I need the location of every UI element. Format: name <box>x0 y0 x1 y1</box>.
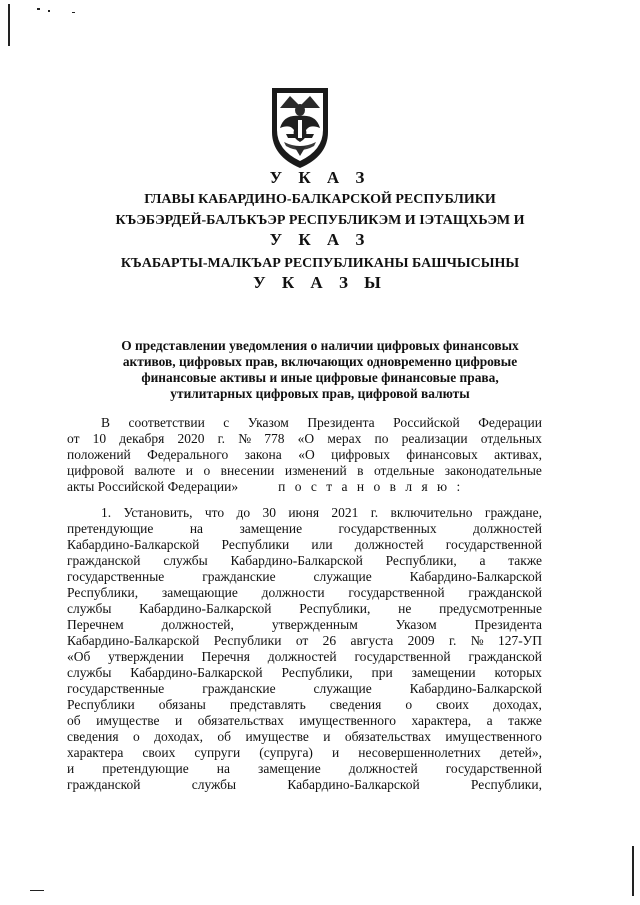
word: по <box>374 431 389 446</box>
word: предусмотренные <box>439 601 542 616</box>
word: имуществе <box>245 729 309 744</box>
decree-title-kab: У К А З <box>269 230 371 249</box>
word: августа <box>350 633 394 648</box>
word: финансовых <box>406 447 478 462</box>
word: отдельных <box>480 431 542 446</box>
word: 1. <box>101 505 112 520</box>
word: об <box>67 713 81 728</box>
word: г. <box>217 431 226 446</box>
word: о <box>405 697 413 712</box>
word: 10 <box>92 431 107 446</box>
word: Кабардино-Балкарской <box>139 601 272 616</box>
word: Кабардино-Балкарской <box>67 633 200 648</box>
word: Республики, <box>385 553 457 568</box>
word: а <box>479 553 486 568</box>
word: в <box>357 463 364 478</box>
word: Республики, <box>299 601 371 616</box>
word: цифровой <box>67 463 124 478</box>
word: Президента <box>307 415 375 430</box>
word: 127-УП <box>497 633 542 648</box>
text-line <box>67 601 542 617</box>
word: 2020 <box>177 431 205 446</box>
word: Указом <box>395 617 437 632</box>
word: государственные <box>67 569 165 584</box>
word: должностей <box>473 521 542 536</box>
word: службы <box>191 777 237 792</box>
word: имущественного <box>299 713 396 728</box>
word: что <box>204 505 225 520</box>
decree-subtitle-bal: КЪАБАРТЫ-МАЛКЪАР РЕСПУБЛИКАНЫ БАШЧЫСЫНЫ <box>120 256 520 271</box>
subject-line: финансовые активы и иные цифровые финансовые права, <box>141 370 499 385</box>
word: закона <box>244 447 282 462</box>
word: утверждении <box>108 649 184 664</box>
text-line <box>67 713 542 729</box>
word: супруги <box>194 745 241 760</box>
text-line <box>67 681 542 697</box>
word: должностей <box>348 761 418 776</box>
word: государственной <box>348 585 445 600</box>
word: замещающие <box>161 585 238 600</box>
word: государственные <box>67 681 165 696</box>
subject-line: активов, цифровых прав, включающих одновременно цифровые <box>122 354 518 369</box>
word: Республики <box>67 697 135 712</box>
word: замещение <box>258 761 321 776</box>
word: № <box>470 633 484 648</box>
text-line <box>67 415 542 431</box>
word: несовершеннолетних <box>358 745 481 760</box>
text-line <box>67 505 542 521</box>
word: службы <box>67 601 112 616</box>
resolution-word: п о с т а н о в л я ю : <box>278 479 464 494</box>
word: замещение <box>239 521 303 536</box>
word: об <box>217 729 232 744</box>
text-line <box>67 665 542 681</box>
word: доходах, <box>154 729 204 744</box>
text-line <box>67 479 542 495</box>
text-line <box>67 633 542 649</box>
word: и <box>185 463 193 478</box>
word: Установить, <box>123 505 193 520</box>
word: Кабардино-Балкарской <box>67 537 200 552</box>
word: цифровых <box>331 447 390 462</box>
word: изменений <box>284 463 347 478</box>
word: с <box>223 415 230 430</box>
word: и <box>175 713 183 728</box>
scan-mark-right <box>632 846 634 896</box>
word: на <box>189 521 204 536</box>
word: детей», <box>499 745 542 760</box>
word: Республики, <box>281 665 353 680</box>
text-line <box>67 649 542 665</box>
word: гражданской <box>468 585 542 600</box>
word: Федерального <box>147 447 229 462</box>
word: о <box>133 729 140 744</box>
text-line <box>67 431 542 447</box>
word: валюте <box>134 463 176 478</box>
word: обязательствах <box>197 713 284 728</box>
word: Кабардино-Балкарской <box>409 681 542 696</box>
word: при <box>371 665 393 680</box>
word: от <box>295 633 309 648</box>
word: сведения <box>329 697 382 712</box>
word: 2009 <box>407 633 435 648</box>
text-line <box>67 569 542 585</box>
word: «О <box>298 447 315 462</box>
word: от <box>67 431 80 446</box>
word: соответствии <box>128 415 205 430</box>
word: утвержденным <box>271 617 358 632</box>
word: положений <box>67 447 131 462</box>
word: государственных <box>338 521 437 536</box>
word: должности <box>261 585 325 600</box>
word: июня <box>288 505 320 520</box>
word: гражданской <box>67 777 141 792</box>
text-line <box>67 537 542 553</box>
word: претендующие <box>67 521 154 536</box>
text-line <box>67 697 542 713</box>
word: 778 <box>264 431 285 446</box>
word: Кабардино-Балкарской <box>409 569 542 584</box>
text-line <box>67 463 542 479</box>
word: служащие <box>313 569 372 584</box>
word: Республики <box>221 537 290 552</box>
word: 26 <box>322 633 337 648</box>
text-line <box>67 777 542 793</box>
word: «О <box>297 431 315 446</box>
decree-subtitle-kab: КЪЭБЭРДЕЙ-БАЛЪКЪЭР РЕСПУБЛИКЭМ И ІЭТАЩХЬЭМ И <box>115 213 525 228</box>
word: № <box>238 431 252 446</box>
scan-mark-left <box>8 4 10 46</box>
word: должностей <box>267 649 337 664</box>
word: государственной <box>445 537 542 552</box>
word: активах, <box>494 447 542 462</box>
word: характера <box>67 745 124 760</box>
word: службы <box>67 665 112 680</box>
word: 30 <box>262 505 276 520</box>
word: не <box>398 601 412 616</box>
word: включительно <box>390 505 473 520</box>
word: претендующие <box>102 761 189 776</box>
word: мерах <box>327 431 362 446</box>
word: своих <box>142 745 176 760</box>
word: Кабардино-Балкарской <box>287 777 420 792</box>
clause-1-paragraph <box>67 505 542 793</box>
word: законодательные <box>444 463 542 478</box>
word: г. <box>448 633 457 648</box>
word: гражданской <box>67 553 141 568</box>
text-line <box>67 521 542 537</box>
word: г. <box>370 505 379 520</box>
word: доходах, <box>493 697 542 712</box>
word: о <box>203 463 211 478</box>
word: службы <box>163 553 208 568</box>
decree-title-bal: У К А З Ы <box>253 273 387 292</box>
scan-mark-bottom <box>30 890 44 891</box>
word: характера, <box>411 713 472 728</box>
word: представлять <box>229 697 306 712</box>
word: Президента <box>474 617 542 632</box>
word: Перечнем <box>67 617 124 632</box>
decree-subtitle-ru: ГЛАВЫ КАБАРДИНО-БАЛКАРСКОЙ РЕСПУБЛИКИ <box>144 192 496 207</box>
word: имуществе <box>96 713 160 728</box>
word: отдельные <box>373 463 435 478</box>
word: до <box>236 505 251 520</box>
text-line <box>67 617 542 633</box>
subject-line: утилитарных цифровых прав, цифровой валюты <box>170 386 470 401</box>
word: внесении <box>220 463 275 478</box>
word: гражданские <box>202 681 276 696</box>
word: замещении <box>411 665 476 680</box>
word: Республики, <box>470 777 542 792</box>
text-line <box>67 761 542 777</box>
word: обязательствах <box>344 729 431 744</box>
text-line <box>67 729 542 745</box>
word: также <box>508 553 542 568</box>
word: Кабардино-Балкарской <box>130 665 263 680</box>
text-fragment: акты Российской Федерации» <box>67 479 239 494</box>
word: «Об <box>67 649 91 664</box>
decree-title: У К А З <box>269 168 371 187</box>
preamble-paragraph <box>67 415 542 495</box>
word: и <box>323 729 331 744</box>
word: которых <box>494 665 542 680</box>
word: служащие <box>313 681 372 696</box>
subject-line: О представлении уведомления о наличии цифровых финансовых <box>121 338 519 353</box>
word: Федерации <box>478 415 542 430</box>
word: Указом <box>247 415 289 430</box>
word: Перечня <box>201 649 250 664</box>
word: имущественного <box>445 729 542 744</box>
word: гражданские <box>202 569 276 584</box>
word: обязаны <box>158 697 206 712</box>
text-line <box>67 745 542 761</box>
word: реализации <box>401 431 468 446</box>
scan-speck <box>48 10 50 12</box>
word: Республики <box>213 633 282 648</box>
word: государственной <box>354 649 451 664</box>
word: 2021 <box>331 505 359 520</box>
word: или <box>311 537 333 552</box>
word: должностей, <box>161 617 234 632</box>
text-line <box>67 585 542 601</box>
word: (супруга) <box>259 745 313 760</box>
word: а <box>486 713 493 728</box>
word: и <box>67 761 75 776</box>
word: государственной <box>445 761 542 776</box>
word: В <box>101 415 111 430</box>
word: декабря <box>119 431 165 446</box>
text-line <box>67 553 542 569</box>
word: Российской <box>393 415 460 430</box>
word: и <box>331 745 340 760</box>
decree-subject <box>60 338 580 402</box>
word: граждане, <box>484 505 542 520</box>
word: Республики, <box>67 585 139 600</box>
text-line <box>67 447 542 463</box>
coat-of-arms-emblem <box>268 80 332 170</box>
word: своих <box>436 697 470 712</box>
word: сведения <box>67 729 119 744</box>
scan-speck <box>72 12 75 13</box>
word: гражданской <box>468 649 542 664</box>
word: также <box>508 713 542 728</box>
word: на <box>216 761 230 776</box>
word: Кабардино-Балкарской <box>230 553 363 568</box>
word: должностей <box>354 537 424 552</box>
scan-speck <box>37 8 40 10</box>
